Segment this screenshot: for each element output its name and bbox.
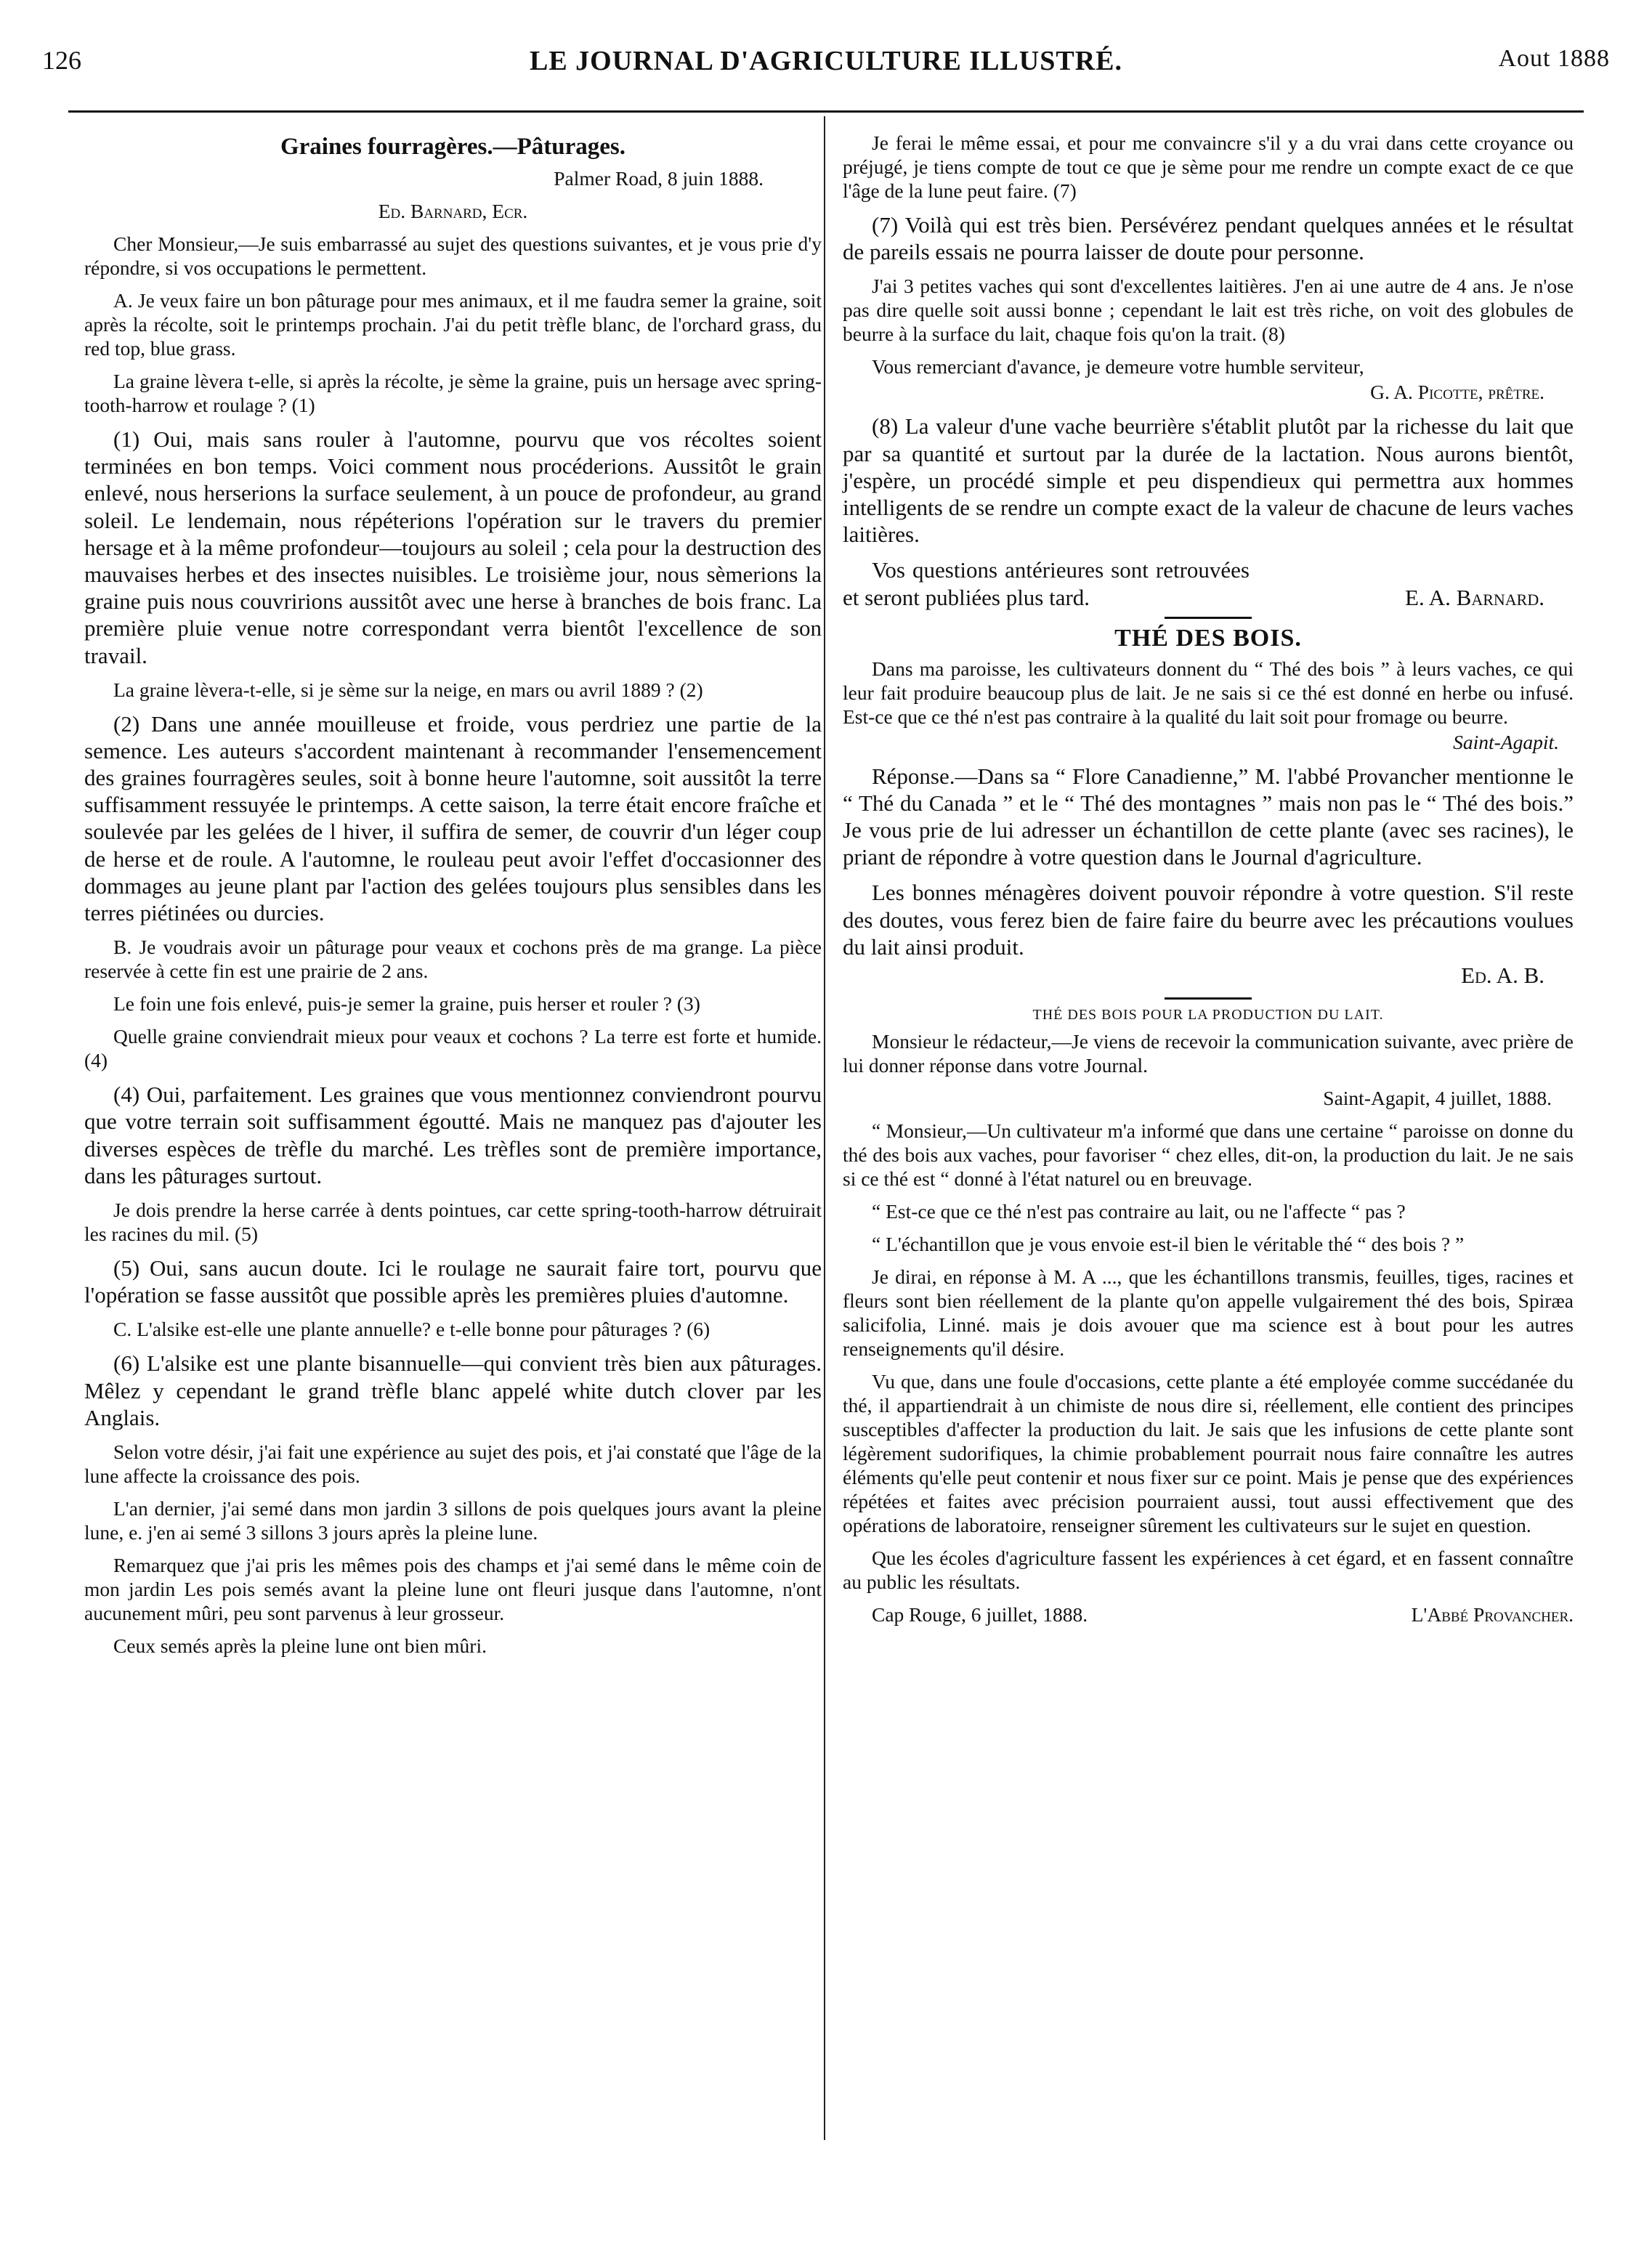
menageres-paragraph: Les bonnes ménagères doivent pouvoir répondre à votre question. S'il reste des doutes, vous ferez bien de faire faire du beurre avec les précautions voulues du lait ainsi produit. <box>843 880 1574 960</box>
heading-the-des-bois: THÉ DES BOIS. <box>1114 624 1302 652</box>
reponse-paragraph: Réponse.—Dans sa “ Flore Canadienne,” M. l'abbé Provancher mentionne le “ Thé du Canada ” et le “ Thé des montagnes ” mais non pas le “ Thé des bois.” Je vous prie de lui adresser un échantillon de cette plante (avec ses racines), le priant de répondre à votre question dans le Journal d'agriculture. <box>843 763 1574 870</box>
redacteur-paragraph: Monsieur le rédacteur,—Je viens de recevoir la communication suivante, avec prière de lui donner réponse dans votre Journal. <box>843 1030 1574 1077</box>
reponse-echantillons: Je dirai, en réponse à M. A ..., que les échantillons transmis, feuilles, tiges, racines et fleurs sont bien réellement de la plante qu'on appelle vulgairement thé des bois, Spiræa salicifolia, Linné. mais je dois avouer que ma science est à bout pour les autres renseignements qu'il désire. <box>843 1265 1574 1361</box>
answer-2: (2) Dans une année mouilleuse et froide, vous perdriez une partie de la semence. Les auteurs s'accordent maintenant à recommander l'ensemencement des graines fourragères seules, soit à bonne heure l'automne, soit aussitôt la terre suffisamment ressuyée le printemps. A cette saison, la terre était encore fraîche et soulevée par les gelées de l hiver, il suffira de semer, de couvrir d'un léger coup de herse et de roule. A l'automne, le rouleau peut avoir l'effet d'occasionner des dommages au jeune plant par l'action des gelées toujours plus sensibles dans les terres piétinées ou durcies. <box>84 710 822 925</box>
article-heading-graines: Graines fourragères.—Pâturages. <box>280 134 626 160</box>
page-header <box>42 45 1610 89</box>
signature-barnard: E. A. Barnard. <box>1405 584 1544 610</box>
answer-6: (6) L'alsike est une plante bisannuelle—qui convient très bien aux pâturages. Mêlez y cependant le grand trèfle blanc appelé white dutch clover par les Anglais. <box>84 1350 822 1430</box>
letter-intro: Cher Monsieur,—Je suis embarrassé au sujet des questions suivantes, et je vous prie d'y répondre, si vos occupations le permettent. <box>84 232 822 279</box>
left-column <box>84 131 822 1666</box>
question-2: La graine lèvera-t-elle, si je sème sur la neige, en mars ou avril 1889 ? (2) <box>113 678 703 701</box>
right-column <box>843 131 1574 1635</box>
page-number: 126 <box>42 46 81 75</box>
heading-production-lait: THÉ DES BOIS POUR LA PRODUCTION DU LAIT. <box>1032 1007 1384 1024</box>
answer-7: (7) Voilà qui est très bien. Persévérez pendant quelques années et le résultat de pareils essais ne pourra laisser de doute pour personne. <box>843 212 1574 265</box>
question-5: Je dois prendre la herse carrée à dents pointues, car cette spring-tooth-harrow détruirait les racines du mil. (5) <box>84 1198 822 1245</box>
issue-date: Aout 1888 <box>1498 45 1610 72</box>
pois-paragraph-4: Ceux semés après la pleine lune ont bien mûri. <box>113 1634 487 1657</box>
question-3: Le foin une fois enlevé, puis-je semer la graine, puis herser et rouler ? (3) <box>113 992 700 1016</box>
quote-echantillon: “ L'échantillon que je vous envoie est-il bien le véritable thé “ des bois ? ” <box>872 1233 1465 1256</box>
question-b: B. Je voudrais avoir un pâturage pour veaux et cochons près de ma grange. La pièce reservée à cette fin est une prairie de 2 ans. <box>84 936 822 983</box>
journal-title: LE JOURNAL D'AGRICULTURE ILLUSTRÉ. <box>529 46 1122 76</box>
vaches-paragraph: J'ai 3 petites vaches qui sont d'excellentes laitières. J'en ai une autre de 4 ans. Je n'ose pas dire quelle soit aussi bonne ; cependant le lait est très riche, on voit des globules de beurre à la surface du lait, chaque fois qu'on la trait. (8) <box>843 275 1574 346</box>
column-divider <box>824 116 825 2140</box>
quote-est-ce: “ Est-ce que ce thé n'est pas contraire au lait, ou ne l'affecte “ pas ? <box>872 1200 1406 1223</box>
question-c: C. L'alsike est-elle une plante annuelle? e t-elle bonne pour pâturages ? (6) <box>113 1318 710 1341</box>
pois-paragraph-2: L'an dernier, j'ai semé dans mon jardin 3 sillons de pois quelques jours avant la pleine lune, e. j'en ai semé 3 sillons 3 jours après la pleine lune. <box>84 1496 822 1544</box>
question-a: A. Je veux faire un bon pâturage pour mes animaux, et il me faudra semer la graine, soit après la récolte, soit le printemps prochain. J'ai du petit trèfle blanc, de l'orchard grass, du red top, blue grass. <box>84 289 822 360</box>
answer-5: (5) Oui, sans aucun doute. Ici le roulage ne saurait faire tort, pourvu que l'opération se fasse aussitôt que possible après les premières pluies d'automne. <box>84 1255 822 1308</box>
signature-saint-agapit: Saint-Agapit. <box>1453 730 1559 753</box>
section-divider <box>1165 617 1252 619</box>
pois-paragraph-1: Selon votre désir, j'ai fait une expérience au sujet des pois, et j'ai constaté que l'âge de la lune affecte la croissance des pois. <box>84 1440 822 1487</box>
closing-paragraph: Vous remerciant d'avance, je demeure votre humble serviteur, <box>872 355 1364 378</box>
questions-note-text: Vos questions antérieures sont retrouvées et seront publiées plus tard. <box>843 557 1250 610</box>
answer-1: (1) Oui, mais sans rouler à l'automne, pourvu que vos récoltes soient terminées en bon temps. Voici comment nous procéderions. Aussitôt le grain enlevé, nous herserions la surface seulement, à un pouce de profondeur, au grand soleil. Le lendemain, nous répéterions l'opération sur le travers du premier hersage et à la même profondeur—toujours au soleil ; cela pour la destruction des mauvaises herbes et des insectes nuisibles. Le troisième jour, nous sèmerions la graine puis nous couvririons aussitôt avec une herse à branches de bois franc. La première pluie venue notre correspondant verra bientôt l'excellence de son travail. <box>84 426 822 668</box>
answer-8: (8) La valeur d'une vache beurrière s'établit plutôt par la richesse du lait que par sa quantité et surtout par la durée de la lactation. Nous aurons bientôt, j'espère, un procédé simple et peu dispendieux qui permettra aux hommes intelligents de se rendre un compte exact de la valeur de chacune de leurs vaches laitières. <box>843 413 1574 548</box>
answer-4: (4) Oui, parfaitement. Les graines que vous mentionnez conviendront pourvu que votre terrain soit suffisamment égoutté. Mais ne manquez pas d'ajouter les diverses espèces de trèfle du marché. Les trèfles sont de première importance, dans les pâturages surtout. <box>84 1082 822 1188</box>
the-des-bois-question: Dans ma paroisse, les cultivateurs donnent du “ Thé des bois ” à leurs vaches, ce qui leur fait produire beaucoup plus de lait. Je ne sais si ce thé est donné en herbe ou infusé. Est-ce que ce thé n'est pas contraire à la qualité du lait soit pour fromage ou beurre. <box>843 657 1574 728</box>
closing-line <box>843 1602 1574 1626</box>
quote-monsieur: “ Monsieur,—Un cultivateur m'a informé que dans une certaine “ paroisse on donne du thé des bois aux vaches, pour favoriser “ chez elles, dit-on, la production du lait. Je ne sais si ce thé est “ donné à l'état naturel ou en breuvage. <box>843 1119 1574 1191</box>
chimiste-paragraph: Vu que, dans une foule d'occasions, cette plante a été employée comme succédanée du thé, il appartiendrait à un chimiste de nous dire si, réellement, elle contient des principes susceptibles d'affecter la production du lait. Je sais que les infusions de cette plante sont légèrement sudorifiques, la chimie probablement pourrait nous faire connaître les autres éléments qu'elle peut contenir et nous fixer sur ce point. Mais je pense que des expériences répétées et faites avec précision pourraient aussi, tout aussi effectivement que des opérations de laboratoire, renseigner sûrement les cultivateurs sur le sujet en question. <box>843 1370 1574 1537</box>
questions-note <box>843 556 1574 610</box>
question-1: La graine lèvera t-elle, si après la récolte, je sème la graine, puis un hersage avec spring-tooth-harrow et roulage ? (1) <box>84 370 822 416</box>
question-4: Quelle graine conviendrait mieux pour veaux et cochons ? La terre est forte et humide. (4) <box>84 1025 822 1072</box>
signature-ed-a-b: Ed. A. B. <box>1461 963 1544 988</box>
ecoles-paragraph: Que les écoles d'agriculture fassent les expériences à cet égard, et en fassent connaître au public les résultats. <box>843 1547 1574 1594</box>
letter-continuation: Je ferai le même essai, et pour me convaincre s'il y a du vrai dans cette croyance ou préjugé, je tiens compte de tout ce que je sème pour me rendre un compte exact de ce que l'âge de la lune peut faire. (7) <box>843 131 1574 202</box>
pois-paragraph-3: Remarquez que j'ai pris les mêmes pois des champs et j'ai semé dans le même coin de mon jardin Les pois semés avant la pleine lune ont fleuri jusque dans l'automne, n'ont aucunement mûri, peu sont parvenus à leur grosseur. <box>84 1553 822 1624</box>
signature-provancher: L'Abbé Provancher. <box>1411 1603 1574 1626</box>
header-rule <box>68 110 1584 113</box>
closing-place-date: Cap Rouge, 6 juillet, 1888. <box>872 1603 1088 1626</box>
signature-picotte: G. A. Picotte, prêtre. <box>1370 381 1544 404</box>
place-date: Palmer Road, 8 juin 1888. <box>554 167 764 190</box>
section-divider-2 <box>1165 997 1252 1000</box>
place-date-2: Saint-Agapit, 4 juillet, 1888. <box>1323 1087 1552 1110</box>
addressee: Ed. Barnard, Ecr. <box>378 200 528 222</box>
